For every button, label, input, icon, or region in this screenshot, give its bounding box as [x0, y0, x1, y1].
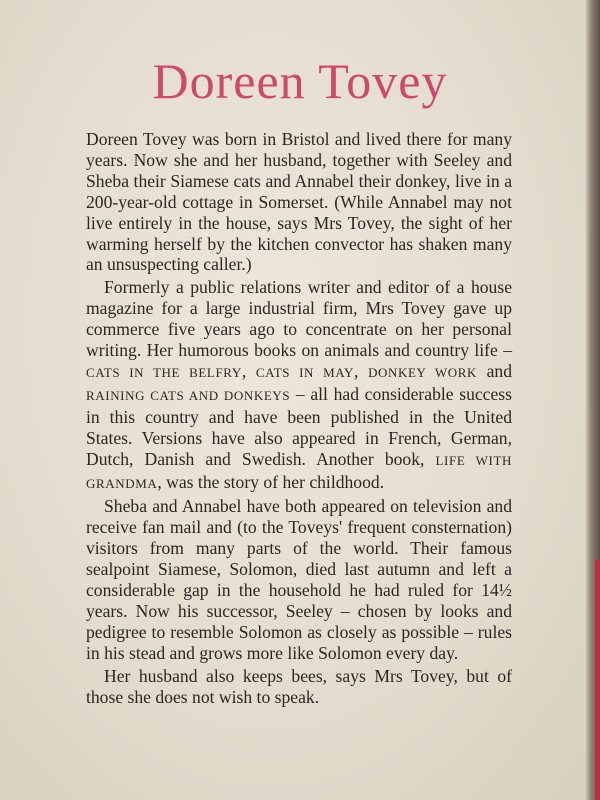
separator: ,	[354, 360, 369, 381]
career-text-before: Formerly a public relations writer and editor of a house magazine for a large industrial firm, Mrs Tovey gave up commerce five years ago to concentrate on her personal writing. Her humorous books on animals and country life –	[86, 277, 512, 361]
bio-paragraph-career	[86, 277, 512, 494]
book-title-cats-in-the-belfry: CATS IN THE BELFRY	[86, 364, 242, 380]
book-title-donkey-work: DONKEY WORK	[368, 364, 478, 380]
bio-paragraph-bees: Her husband also keeps bees, says Mrs Tovey, but of those she does not wish to speak.	[86, 665, 512, 707]
bio-paragraph-birth: Doreen Tovey was born in Bristol and lived there for many years. Now she and her husband, together with Seeley and Sheba their Siamese cats and Annabel their donkey, live in a 200-year-old cottage in Somerset. (While Annabel may not live entirely in the house, says Mrs Tovey, the sight of her warming herself by the kitchen convector has shaken many an unsuspecting caller.)	[86, 129, 512, 275]
author-name-heading: Doreen Tovey	[152, 53, 448, 109]
book-edge-shadow	[586, 0, 600, 800]
book-title-raining-cats-and-donkeys: RAINING CATS AND DONKEYS	[86, 387, 291, 403]
cover-red-strip	[595, 560, 600, 800]
career-text-middle: – all had considerable success in this country and have been published in the United States. Versions have also appeared in French, German, Dutch, Danish and Swedish. Another book,	[86, 383, 512, 469]
separator: and	[477, 360, 513, 381]
bio-paragraph-animals: Sheba and Annabel have both appeared on television and receive fan mail and (to the Toveys' frequent consternation) visitors from many parts of the world. Their famous sealpoint Siamese, Solomon, died last autumn and left a considerable gap in the household he had ruled for 14½ years. Now his successor, Seeley – chosen by looks and pedigree to resemble Solomon as closely as possible – rules in his stead and grows more like Solomon every day.	[86, 496, 512, 663]
author-biography	[86, 129, 512, 707]
book-title-life-with-grandma: LIFE WITH GRANDMA	[86, 452, 512, 491]
book-title-cats-in-may: CATS IN MAY	[255, 364, 355, 380]
career-text-after: , was the story of her childhood.	[157, 471, 385, 492]
separator: ,	[241, 360, 256, 381]
